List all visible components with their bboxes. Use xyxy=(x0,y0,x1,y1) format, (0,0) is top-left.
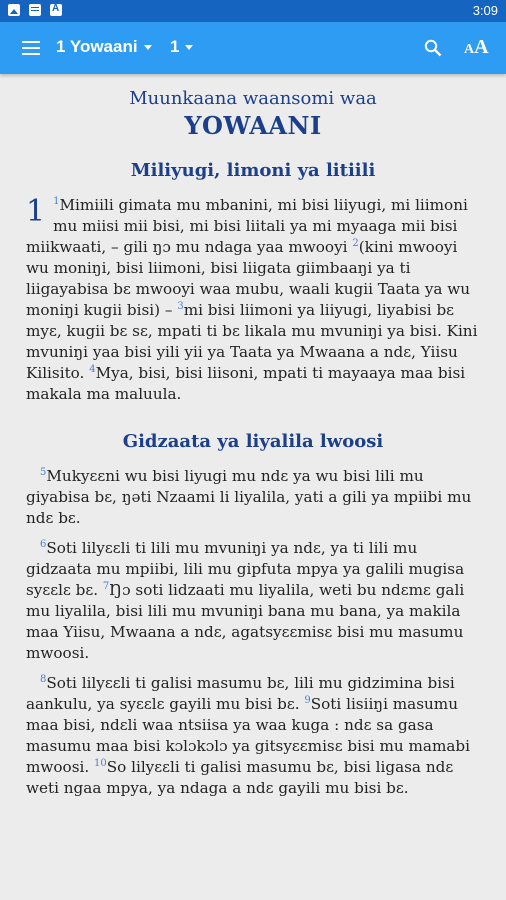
verse-text: Soti lilyɛɛli ti lili mu mvuniŋi ya ndɛ, ya ti lili mu gidzaata mu mpiibi, lili mu gipfuta mpya ya galili mugisa syɛɛlɛ bɛ. xyxy=(26,539,465,599)
verse-number[interactable]: 10 xyxy=(94,757,107,769)
book-label: 1 Yowaani xyxy=(56,37,138,56)
book-selector[interactable] xyxy=(56,37,152,57)
chapter-number: 1 xyxy=(26,194,46,229)
verse-number[interactable]: 3 xyxy=(177,300,184,312)
app-bar xyxy=(0,22,506,74)
verse-text: Soti lisiiŋi masumu maa bisi, ndɛli waa ntsiisa ya waa kuga : ndɛ sa gasa masumu maa bisi kɔlɔkɔlɔ ya gitsyɛɛmisɛ bisi mu mamabi mwoosi. xyxy=(26,695,470,776)
paragraph xyxy=(26,538,482,664)
notification-icons xyxy=(8,4,62,16)
reader-content xyxy=(0,74,506,799)
app-icon xyxy=(50,4,62,16)
verse-text: So lilyɛɛli ti galisi masumu bɛ, bisi ligasa ndɛ weti ngaa mpya, ya ndaga a ndɛ gayili mu bisi bɛ. xyxy=(26,758,454,797)
verse-text: Mukyɛɛni wu bisi liyugi mu ndɛ ya wu bisi lili mu giyabisa bɛ, ŋəti Nzaami li liyalila, yati a gili ya mpiibi mu ndɛ bɛ. xyxy=(26,467,472,527)
paragraph xyxy=(26,466,482,529)
verse-text: mi bisi liimoni ya liiyugi, liyabisi bɛ myɛ, kugii bɛ sɛ, mpati ti bɛ likala mu mvuniŋi ya bisi. Kini mvuniŋi yaa bisi yili yii ya Taata ya Mwaana a ndɛ, Yiisu Kilisito. xyxy=(26,301,478,382)
paragraph xyxy=(26,195,482,405)
verse-text: Soti lilyɛɛli ti galisi masumu bɛ, lili mu gidzimina bisi aankulu, ya syɛɛlɛ gayili mu bisi bɛ. xyxy=(26,674,455,713)
chevron-down-icon xyxy=(185,45,193,50)
verse-number[interactable]: 5 xyxy=(40,466,47,478)
font-size-icon[interactable]: AA xyxy=(464,36,489,58)
search-icon[interactable] xyxy=(424,39,442,57)
section-heading: Gidzaata ya liyalila lwoosi xyxy=(122,431,384,452)
section-heading: Miliyugi, limoni ya litiili xyxy=(130,160,376,181)
verse-text: (kini mwooyi wu moniŋi, bisi liimoni, bisi liigata giimbaaŋi ya ti liigayabisa bɛ mwooyi waa mubu, waali kugii Taata ya wu moniŋi kugii bisi) – xyxy=(26,238,471,319)
chapter-selector[interactable] xyxy=(170,37,193,57)
message-icon xyxy=(29,4,41,16)
verse-text: Ŋɔ soti lidzaati mu liyalila, weti bu ndɛmɛ gali mu liyalila, bisi lili mu mvuniŋi bana mu bana, ya makila maa Yiisu, Mwaana a ndɛ, agatsyɛɛmisɛ bisi mu masumu mwoosi. xyxy=(26,581,465,662)
image-icon xyxy=(8,4,20,16)
verse-text: Mimiili gimata mu mbanini, mi bisi liiyugi, mi liimoni mu miisi mii bisi, mi bisi liitali ya mi myaaga mii bisi miikwaati, – gili ŋɔ mu ndaga yaa mwooyi xyxy=(26,196,468,256)
chapter-label: 1 xyxy=(170,37,180,56)
verse-number[interactable]: 7 xyxy=(102,580,110,592)
status-bar xyxy=(0,0,506,22)
verse-number[interactable]: 2 xyxy=(352,237,359,249)
verse-text: Mya, bisi, bisi liisoni, mpati ti mayaaya maa bisi makala ma maluula. xyxy=(26,364,466,403)
chevron-down-icon xyxy=(144,45,152,50)
paragraph xyxy=(26,673,482,799)
book-subtitle: Muunkaana waansomi waa xyxy=(129,88,377,109)
status-time: 3:09 xyxy=(472,3,498,18)
verse-number[interactable]: 6 xyxy=(40,538,47,550)
verse-number[interactable]: 4 xyxy=(89,363,96,375)
book-title: YOWAANI xyxy=(184,111,322,140)
verse-number[interactable]: 1 xyxy=(53,195,60,207)
verse-number[interactable]: 8 xyxy=(40,673,47,685)
verse-number[interactable]: 9 xyxy=(304,694,311,706)
menu-icon[interactable] xyxy=(22,41,40,55)
